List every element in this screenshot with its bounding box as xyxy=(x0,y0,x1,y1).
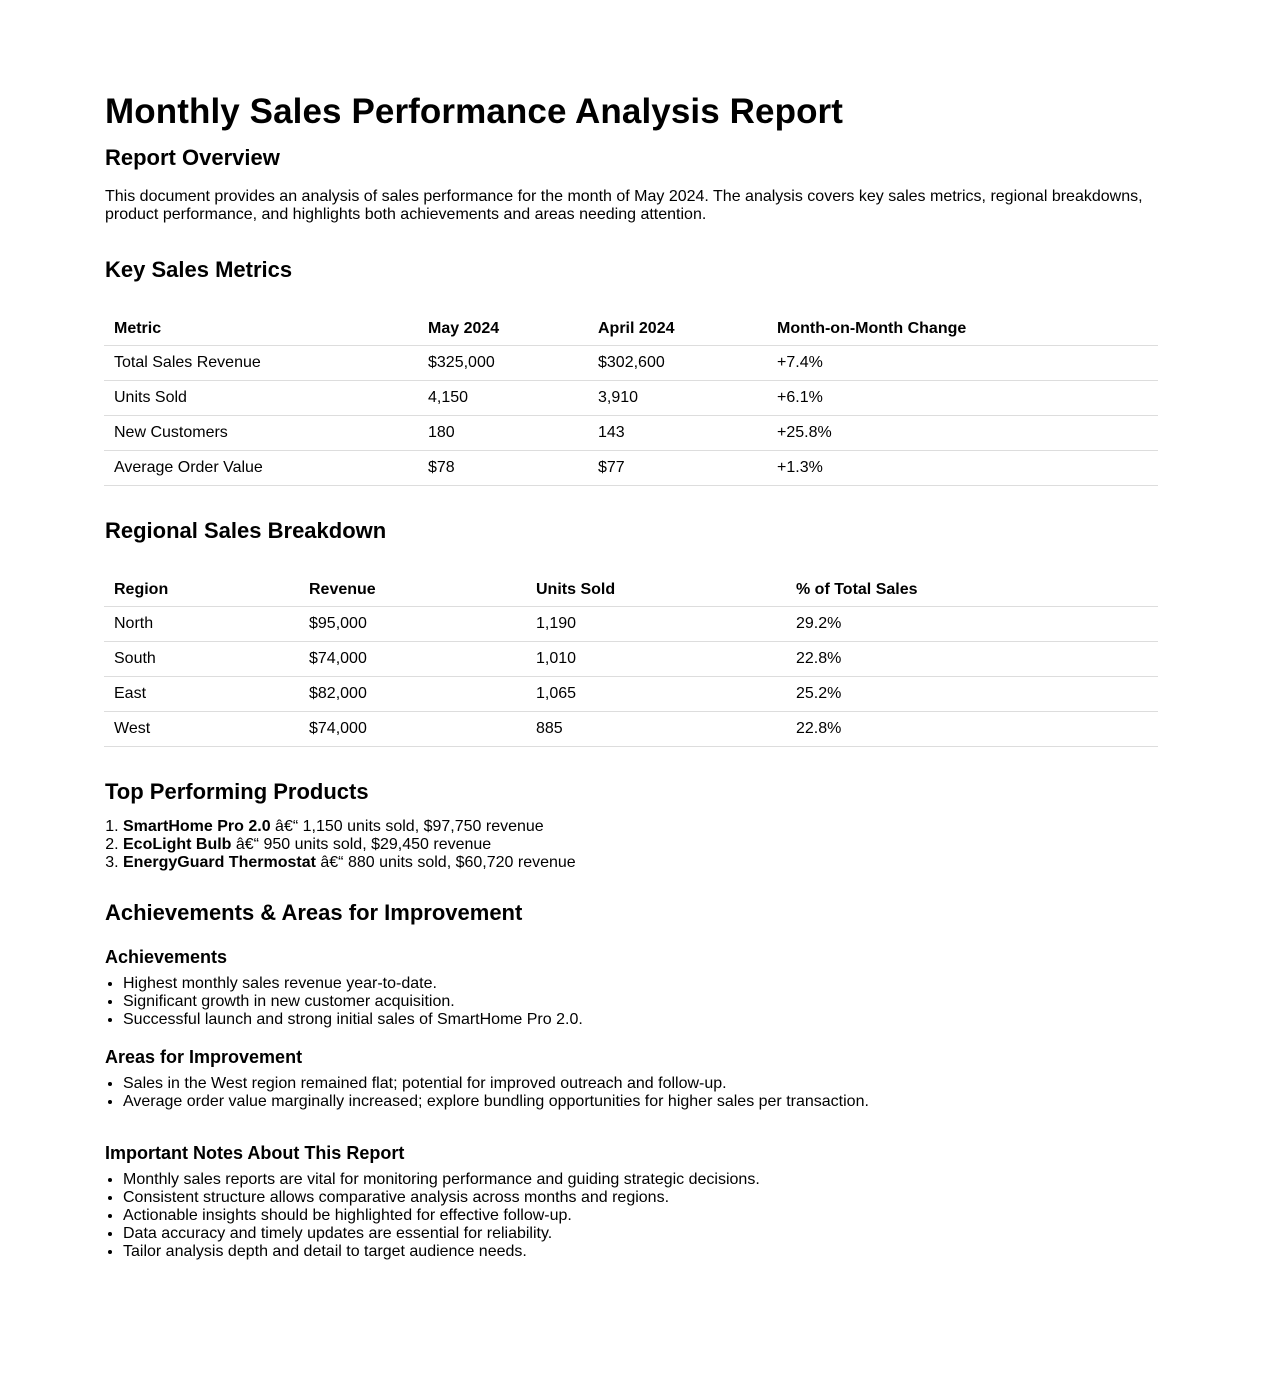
achievements-list xyxy=(105,975,1158,1029)
table-cell: +25.8% xyxy=(767,416,1158,451)
top-products-list xyxy=(105,818,1158,872)
list-item: • Significant growth in new customer acquisition. xyxy=(123,993,1158,1011)
table-cell: 180 xyxy=(418,416,588,451)
table-cell: East xyxy=(104,677,299,712)
notes-list xyxy=(105,1171,1158,1261)
table-row xyxy=(104,451,1158,486)
table-cell: Total Sales Revenue xyxy=(104,346,418,381)
table-row xyxy=(104,416,1158,451)
notes-heading: Important Notes About This Report xyxy=(105,1143,405,1163)
table-row xyxy=(104,642,1158,677)
list-item: • Sales in the West region remained flat; potential for improved outreach and follow-up. xyxy=(123,1075,1158,1093)
list-item: • Successful launch and strong initial sales of SmartHome Pro 2.0. xyxy=(123,1011,1158,1029)
table-cell: $78 xyxy=(418,451,588,486)
column-header-units-sold: Units Sold xyxy=(526,573,786,607)
table-cell: $77 xyxy=(588,451,767,486)
achievements-section-heading: Achievements & Areas for Improvement xyxy=(105,900,523,925)
list-item xyxy=(123,854,1158,872)
product-detail: â€“ 880 units sold, $60,720 revenue xyxy=(315,854,576,871)
table-cell: 3,910 xyxy=(588,381,767,416)
table-cell: 1,065 xyxy=(526,677,786,712)
column-header-metric: Metric xyxy=(104,312,418,346)
table-cell: $325,000 xyxy=(418,346,588,381)
key-metrics-heading: Key Sales Metrics xyxy=(105,257,293,282)
table-cell: 25.2% xyxy=(786,677,1158,712)
table-cell: 29.2% xyxy=(786,607,1158,642)
top-products-heading: Top Performing Products xyxy=(105,779,369,804)
table-row xyxy=(104,346,1158,381)
table-cell: $95,000 xyxy=(299,607,526,642)
table-cell: 1,190 xyxy=(526,607,786,642)
table-cell: 4,150 xyxy=(418,381,588,416)
table-cell: 22.8% xyxy=(786,642,1158,677)
list-item: • Actionable insights should be highlighted for effective follow-up. xyxy=(123,1207,1158,1225)
key-metrics-table xyxy=(104,312,1158,486)
table-cell: +6.1% xyxy=(767,381,1158,416)
table-cell: 143 xyxy=(588,416,767,451)
table-cell: 22.8% xyxy=(786,712,1158,747)
product-detail: â€“ 1,150 units sold, $97,750 revenue xyxy=(270,818,544,835)
product-name: SmartHome Pro 2.0 xyxy=(123,818,271,835)
table-cell: +7.4% xyxy=(767,346,1158,381)
column-header-revenue: Revenue xyxy=(299,573,526,607)
page-title: Monthly Sales Performance Analysis Report xyxy=(105,92,844,131)
list-item: • Data accuracy and timely updates are essential for reliability. xyxy=(123,1225,1158,1243)
table-header-row xyxy=(104,312,1158,346)
table-row xyxy=(104,677,1158,712)
product-name: EcoLight Bulb xyxy=(123,836,232,853)
table-cell: West xyxy=(104,712,299,747)
table-cell: $74,000 xyxy=(299,712,526,747)
list-item xyxy=(123,836,1158,854)
table-cell: $302,600 xyxy=(588,346,767,381)
table-cell: 1,010 xyxy=(526,642,786,677)
table-cell: New Customers xyxy=(104,416,418,451)
improvements-list xyxy=(105,1075,1158,1111)
table-cell: Units Sold xyxy=(104,381,418,416)
table-cell: Average Order Value xyxy=(104,451,418,486)
column-header-mom-change: Month-on-Month Change xyxy=(767,312,1158,346)
list-item: • Tailor analysis depth and detail to target audience needs. xyxy=(123,1243,1158,1261)
table-header-row xyxy=(104,573,1158,607)
table-cell: 885 xyxy=(526,712,786,747)
table-row xyxy=(104,381,1158,416)
achievements-heading: Achievements xyxy=(105,947,228,967)
product-detail: â€“ 950 units sold, $29,450 revenue xyxy=(231,836,492,853)
list-item: • Consistent structure allows comparative analysis across months and regions. xyxy=(123,1189,1158,1207)
table-row xyxy=(104,712,1158,747)
list-item xyxy=(123,818,1158,836)
table-row xyxy=(104,607,1158,642)
regional-breakdown-table xyxy=(104,573,1158,747)
table-cell: $82,000 xyxy=(299,677,526,712)
improvements-heading: Areas for Improvement xyxy=(105,1047,303,1067)
column-header-april-2024: April 2024 xyxy=(588,312,767,346)
column-header-percent-total: % of Total Sales xyxy=(786,573,1158,607)
table-cell: North xyxy=(104,607,299,642)
table-cell: $74,000 xyxy=(299,642,526,677)
overview-heading: Report Overview xyxy=(105,145,280,170)
table-cell: South xyxy=(104,642,299,677)
list-item: • Average order value marginally increased; explore bundling opportunities for higher sales per transaction. xyxy=(123,1093,1158,1111)
product-name: EnergyGuard Thermostat xyxy=(123,854,316,871)
column-header-region: Region xyxy=(104,573,299,607)
table-cell: +1.3% xyxy=(767,451,1158,486)
regional-breakdown-heading: Regional Sales Breakdown xyxy=(105,518,387,543)
column-header-may-2024: May 2024 xyxy=(418,312,588,346)
list-item: • Monthly sales reports are vital for monitoring performance and guiding strategic decisions. xyxy=(123,1171,1158,1189)
overview-paragraph: This document provides an analysis of sales performance for the month of May 2024. The analysis covers key sales metrics, regional breakdowns, product performance, and highlights both achievements and areas needing attention. xyxy=(105,188,1143,223)
list-item: • Highest monthly sales revenue year-to-date. xyxy=(123,975,1158,993)
report-page xyxy=(105,0,1158,1261)
